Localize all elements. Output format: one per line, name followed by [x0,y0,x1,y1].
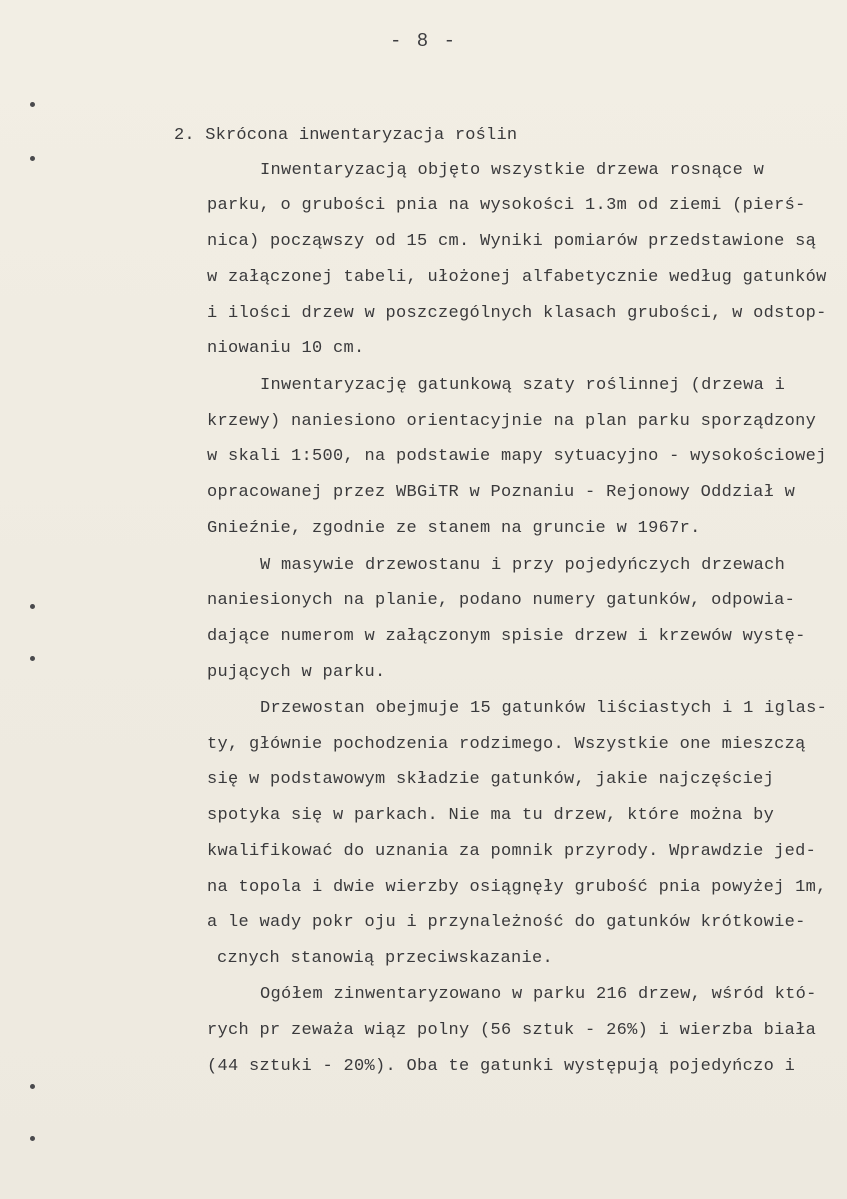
text-line: naniesionych na planie, podano numery gatunków, odpowia- [207,591,796,610]
text-line: a le wady pokr oju i przynależność do gatunków krótkowie- [207,913,806,932]
punch-hole-mark [30,1084,35,1089]
text-line: niowaniu 10 cm. [207,339,365,358]
text-line: w załączonej tabeli, ułożonej alfabetycznie według gatunków [207,268,827,287]
section-heading: 2. Skrócona inwentaryzacja roślin [174,126,518,145]
text-line: parku, o grubości pnia na wysokości 1.3m od ziemi (pierś- [207,196,806,215]
text-line: w skali 1:500, na podstawie mapy sytuacyjno - wysokościowej [207,447,827,466]
text-line: opracowanej przez WBGiTR w Poznaniu - Rejonowy Oddział w [207,483,796,502]
text-line: i ilości drzew w poszczególnych klasach grubości, w odstop- [207,304,827,323]
punch-hole-mark [30,604,35,609]
text-line: dające numerom w załączonym spisie drzew i krzewów wystę- [207,627,806,646]
text-line: nica) począwszy od 15 cm. Wyniki pomiarów przedstawione są [207,232,817,251]
text-line: się w podstawowym składzie gatunków, jakie najczęściej [207,770,775,789]
text-line: ty, głównie pochodzenia rodzimego. Wszystkie one mieszczą [207,735,806,754]
text-line: Ogółem zinwentaryzowano w parku 216 drzew, wśród któ- [260,985,817,1004]
text-line: spotyka się w parkach. Nie ma tu drzew, które można by [207,806,775,825]
text-line: pujących w parku. [207,663,386,682]
text-line: Drzewostan obejmuje 15 gatunków liściastych i 1 iglas- [260,699,828,718]
page-number: - 8 - [389,30,457,52]
text-line: Inwentaryzacją objęto wszystkie drzewa rosnące w [260,161,765,180]
text-line: na topola i dwie wierzby osiągnęły grubość pnia powyżej 1m, [207,878,827,897]
punch-hole-mark [30,156,35,161]
text-line: kwalifikować do uznania za pomnik przyrody. Wprawdzie jed- [207,842,817,861]
text-line: Gnieźnie, zgodnie ze stanem na gruncie w 1967r. [207,519,701,538]
punch-hole-mark [30,102,35,107]
text-line: Inwentaryzację gatunkową szaty roślinnej (drzewa i [260,376,786,395]
text-line: rych pr zeważa wiąz polny (56 sztuk - 26%) i wierzba biała [207,1021,817,1040]
punch-hole-mark [30,656,35,661]
punch-hole-mark [30,1136,35,1141]
text-line: krzewy) naniesiono orientacyjnie na plan parku sporządzony [207,412,817,431]
text-line: cznych stanowią przeciwskazanie. [217,949,554,968]
text-line: W masywie drzewostanu i przy pojedyńczych drzewach [260,556,786,575]
text-line: (44 sztuki - 20%). Oba te gatunki występują pojedyńczo i [207,1057,796,1076]
